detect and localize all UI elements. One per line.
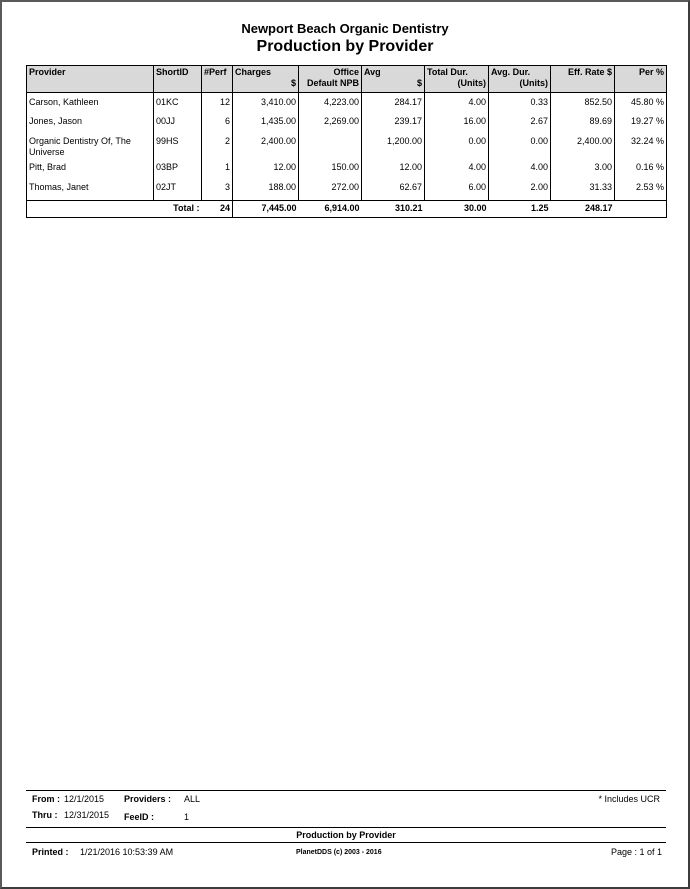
cell-charges: 1,435.00 bbox=[233, 114, 299, 134]
cell-office: 272.00 bbox=[299, 180, 362, 201]
avgdur-header-bottom: (Units) bbox=[519, 78, 548, 88]
footer-report-name: Production by Provider bbox=[296, 830, 396, 840]
cell-provider: Pitt, Brad bbox=[27, 160, 154, 180]
organization-name: Newport Beach Organic Dentistry bbox=[241, 21, 449, 36]
cell-charges: 3,410.00 bbox=[233, 93, 299, 115]
report-title: Production by Provider bbox=[256, 38, 434, 55]
table-row bbox=[27, 160, 667, 180]
col-effrate-header: Eff. Rate $ bbox=[551, 66, 615, 93]
thru-label: Thru : bbox=[32, 810, 58, 820]
table-row bbox=[27, 180, 667, 201]
copyright-text: PlanetDDS (c) 2003 - 2016 bbox=[296, 849, 382, 856]
production-table bbox=[26, 65, 667, 218]
avgdur-header-top: Avg. Dur. bbox=[491, 67, 531, 77]
office-header-bottom: Default NPB bbox=[306, 78, 359, 88]
col-office-header bbox=[299, 66, 362, 93]
ucr-note: * Includes UCR bbox=[598, 794, 660, 804]
cell-office: 150.00 bbox=[299, 160, 362, 180]
cell-effrate: 3.00 bbox=[551, 160, 615, 180]
cell-provider: Jones, Jason bbox=[27, 114, 154, 134]
cell-perf: 3 bbox=[202, 180, 233, 201]
total-label: Total : bbox=[27, 201, 202, 218]
total-row bbox=[27, 201, 667, 218]
total-perf: 24 bbox=[202, 201, 233, 218]
cell-shortid: 03BP bbox=[154, 160, 202, 180]
avg-header-label: Avg bbox=[364, 67, 381, 77]
print-info bbox=[26, 847, 666, 861]
footer-top-rule bbox=[26, 790, 666, 791]
cell-pct: 45.80 % bbox=[615, 93, 667, 115]
total-effrate: 248.17 bbox=[551, 201, 615, 218]
providers-label: Providers : bbox=[124, 794, 172, 804]
total-pct bbox=[615, 201, 667, 218]
cell-avgdur: 0.33 bbox=[489, 93, 551, 115]
cell-avg: 12.00 bbox=[362, 160, 425, 180]
col-avgdur-header bbox=[489, 66, 551, 93]
thru-value: 12/31/2015 bbox=[64, 810, 110, 820]
col-perf-header: #Perf bbox=[202, 66, 233, 93]
cell-totaldur: 4.00 bbox=[425, 93, 489, 115]
cell-pct: 32.24 % bbox=[615, 134, 667, 160]
cell-avg: 1,200.00 bbox=[362, 134, 425, 160]
feeid-value: 1 bbox=[184, 812, 190, 822]
charges-header-unit: $ bbox=[290, 78, 296, 88]
cell-avg: 239.17 bbox=[362, 114, 425, 134]
from-value: 12/1/2015 bbox=[64, 794, 105, 804]
cell-provider: Thomas, Janet bbox=[27, 180, 154, 201]
cell-office bbox=[299, 134, 362, 160]
cell-charges: 12.00 bbox=[233, 160, 299, 180]
cell-office: 4,223.00 bbox=[299, 93, 362, 115]
avg-header-unit: $ bbox=[416, 78, 422, 88]
cell-avgdur: 0.00 bbox=[489, 134, 551, 160]
cell-shortid: 01KC bbox=[154, 93, 202, 115]
cell-totaldur: 4.00 bbox=[425, 160, 489, 180]
charges-header-label: Charges bbox=[235, 67, 272, 77]
footer-lower-rule bbox=[26, 842, 666, 843]
cell-effrate: 2,400.00 bbox=[551, 134, 615, 160]
cell-avgdur: 2.00 bbox=[489, 180, 551, 201]
table-row bbox=[27, 93, 667, 115]
feeid-label: FeeID : bbox=[124, 812, 155, 822]
cell-avgdur: 2.67 bbox=[489, 114, 551, 134]
cell-perf: 12 bbox=[202, 93, 233, 115]
total-office: 6,914.00 bbox=[299, 201, 362, 218]
cell-avgdur: 4.00 bbox=[489, 160, 551, 180]
cell-effrate: 852.50 bbox=[551, 93, 615, 115]
cell-effrate: 31.33 bbox=[551, 180, 615, 201]
printed-value: 1/21/2016 10:53:39 AM bbox=[80, 847, 174, 857]
table-header-row bbox=[27, 66, 667, 93]
cell-pct: 19.27 % bbox=[615, 114, 667, 134]
cell-charges: 188.00 bbox=[233, 180, 299, 201]
cell-effrate: 89.69 bbox=[551, 114, 615, 134]
footer-mid-rule bbox=[26, 827, 666, 828]
cell-totaldur: 16.00 bbox=[425, 114, 489, 134]
cell-shortid: 99HS bbox=[154, 134, 202, 160]
table-row bbox=[27, 134, 667, 160]
total-avgdur: 1.25 bbox=[489, 201, 551, 218]
col-totaldur-header bbox=[425, 66, 489, 93]
providers-value: ALL bbox=[184, 794, 201, 804]
totaldur-header-top: Total Dur. bbox=[427, 67, 468, 77]
col-provider-header: Provider bbox=[27, 66, 154, 93]
table-row bbox=[27, 114, 667, 134]
col-shortid-header: ShortID bbox=[154, 66, 202, 93]
cell-office: 2,269.00 bbox=[299, 114, 362, 134]
cell-provider: Carson, Kathleen bbox=[27, 93, 154, 115]
col-charges-header bbox=[233, 66, 299, 93]
cell-charges: 2,400.00 bbox=[233, 134, 299, 160]
cell-shortid: 00JJ bbox=[154, 114, 202, 134]
total-avg: 310.21 bbox=[362, 201, 425, 218]
from-label: From : bbox=[32, 794, 60, 804]
cell-provider: Organic Dentistry Of, The Universe bbox=[27, 134, 154, 160]
cell-perf: 6 bbox=[202, 114, 233, 134]
cell-perf: 2 bbox=[202, 134, 233, 160]
col-pct-header: Per % bbox=[615, 66, 667, 93]
cell-pct: 0.16 % bbox=[615, 160, 667, 180]
col-avg-header bbox=[362, 66, 425, 93]
cell-perf: 1 bbox=[202, 160, 233, 180]
printed-label: Printed : bbox=[32, 847, 69, 857]
page-number: Page : 1 of 1 bbox=[610, 847, 662, 857]
totaldur-header-bottom: (Units) bbox=[457, 78, 486, 88]
office-header-top: Office bbox=[333, 67, 359, 77]
cell-avg: 284.17 bbox=[362, 93, 425, 115]
cell-totaldur: 0.00 bbox=[425, 134, 489, 160]
report-parameters bbox=[26, 794, 666, 824]
total-charges: 7,445.00 bbox=[233, 201, 299, 218]
cell-pct: 2.53 % bbox=[615, 180, 667, 201]
cell-shortid: 02JT bbox=[154, 180, 202, 201]
total-totaldur: 30.00 bbox=[425, 201, 489, 218]
cell-avg: 62.67 bbox=[362, 180, 425, 201]
cell-totaldur: 6.00 bbox=[425, 180, 489, 201]
